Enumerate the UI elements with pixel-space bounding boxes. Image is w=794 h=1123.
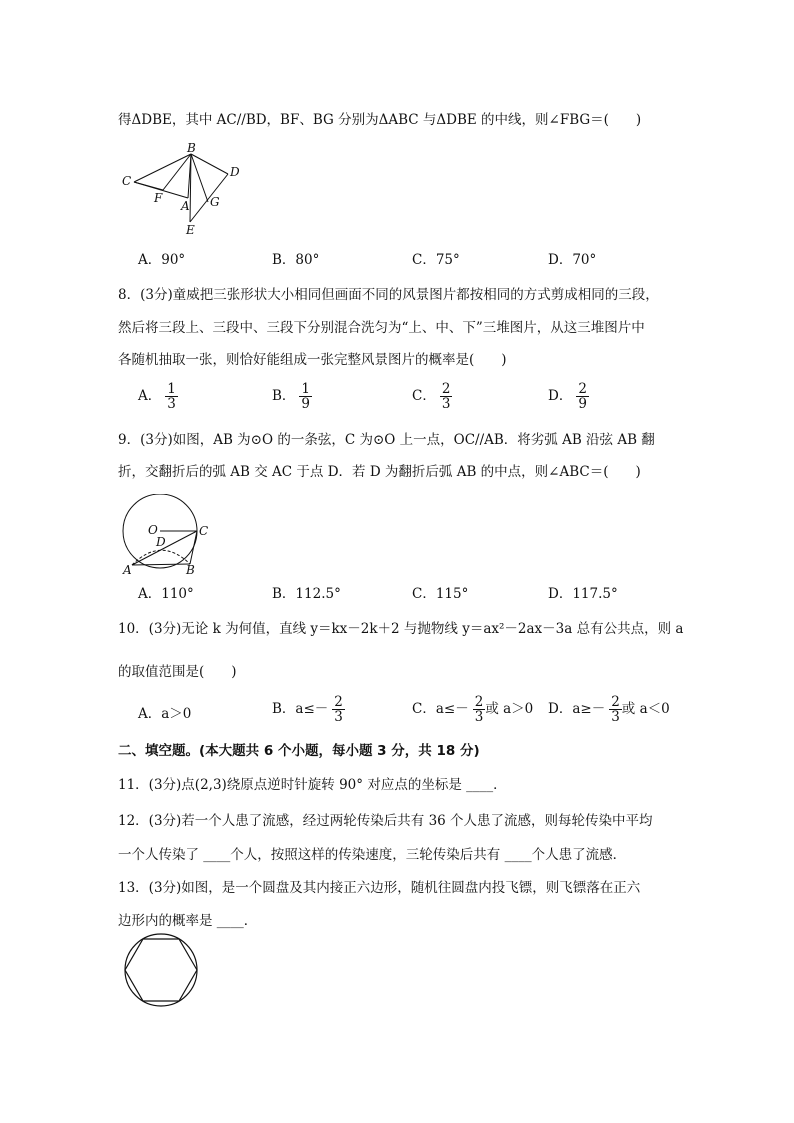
q9-label-B: B: [186, 563, 195, 576]
q13-line-1: 13．(3分)如图，是一个圆盘及其内接正六边形，随机往圆盘内投飞镖，则飞镖落在正六: [118, 880, 641, 896]
q9-label-D: D: [156, 535, 166, 549]
q8-line-3: 各随机抽取一张，则恰好能组成一张完整风景图片的概率是( ): [118, 352, 507, 368]
q9-option-b: B．112.5°: [272, 586, 341, 602]
section-2-heading: 二、填空题。(本大题共 6 个小题，每小题 3 分，共 18 分): [118, 743, 480, 759]
q8-option-a: A． $\frac{1}{3}$: [138, 381, 176, 412]
q8-option-b: B． $\frac{1}{9}$: [272, 381, 311, 412]
q7-label-B: B: [187, 141, 196, 155]
q7-label-A: A: [181, 199, 190, 213]
q7-figure: [118, 140, 258, 240]
q8-option-d: D． $\frac{2}{9}$: [548, 381, 587, 412]
q9-line-1: 9．(3分)如图，AB 为⊙O 的一条弦，C 为⊙O 上一点，OC//AB．将劣弧 AB 沿弦 AB 翻: [118, 432, 655, 448]
q7-option-b: B．80°: [272, 252, 320, 268]
q9-line-2: 折，交翻折后的弧 AB 交 AC 于点 D．若 D 为翻折后弧 AB 的中点，则∠ABC＝( ): [118, 464, 641, 480]
q9-label-A: A: [123, 563, 132, 576]
q7-label-E: E: [186, 223, 195, 237]
q12-line-2: 一个人传染了 ____个人，按照这样的传染速度，三轮传染后共有 ____个人患了流感．: [118, 847, 627, 863]
q7-stem: 得ΔDBE，其中 AC//BD，BF、BG 分别为ΔABC 与ΔDBE 的中线，则∠FBG＝( ): [118, 112, 642, 128]
q10-line-2: 的取值范围是( ): [118, 664, 237, 680]
q10-option-b: B．a≤－ $\frac{2}{3}$: [272, 694, 343, 725]
q11-text: 11．(3分)点(2,3)绕原点逆时针旋转 90° 对应点的坐标是 ____．: [118, 777, 507, 793]
q9-option-d: D．117.5°: [548, 586, 618, 602]
q13-figure: [118, 932, 204, 1012]
q9-figure: [118, 494, 218, 576]
q9-label-O: O: [148, 523, 158, 537]
q9-option-c: C．115°: [412, 586, 469, 602]
q8-line-2: 然后将三段上、三段中、三段下分别混合洗匀为“上、中、下”三堆图片，从这三堆图片中: [118, 320, 645, 336]
q7-label-D: D: [230, 165, 240, 179]
q12-line-1: 12．(3分)若一个人患了流感，经过两轮传染后共有 36 个人患了流感，则每轮传染中平均: [118, 813, 653, 829]
q8-option-c: C． $\frac{2}{3}$: [412, 381, 451, 412]
q7-option-a: A．90°: [138, 252, 186, 268]
q7-label-G: G: [210, 195, 220, 209]
q7-label-C: C: [122, 174, 132, 188]
q9-label-C: C: [199, 524, 209, 538]
q7-option-c: C．75°: [412, 252, 460, 268]
q7-label-F: F: [154, 191, 163, 205]
q13-line-2: 边形内的概率是 ____．: [118, 913, 258, 929]
q10-option-a: A．a＞0: [138, 706, 192, 722]
q10-option-d: D．a≥－ $\frac{2}{3}$ 或 a＜0: [548, 694, 670, 725]
q9-option-a: A．110°: [138, 586, 194, 602]
q10-option-c: C．a≤－ $\frac{2}{3}$ 或 a＞0: [412, 694, 534, 725]
q10-line-1: 10．(3分)无论 k 为何值，直线 y＝kx－2k＋2 与抛物线 y＝ax²－2ax－3a 总有公共点，则 a: [118, 621, 684, 637]
q7-option-d: D．70°: [548, 252, 597, 268]
q8-line-1: 8．(3分)童威把三张形状大小相同但画面不同的风景图片都按相同的方式剪成相同的三段，: [118, 287, 659, 303]
